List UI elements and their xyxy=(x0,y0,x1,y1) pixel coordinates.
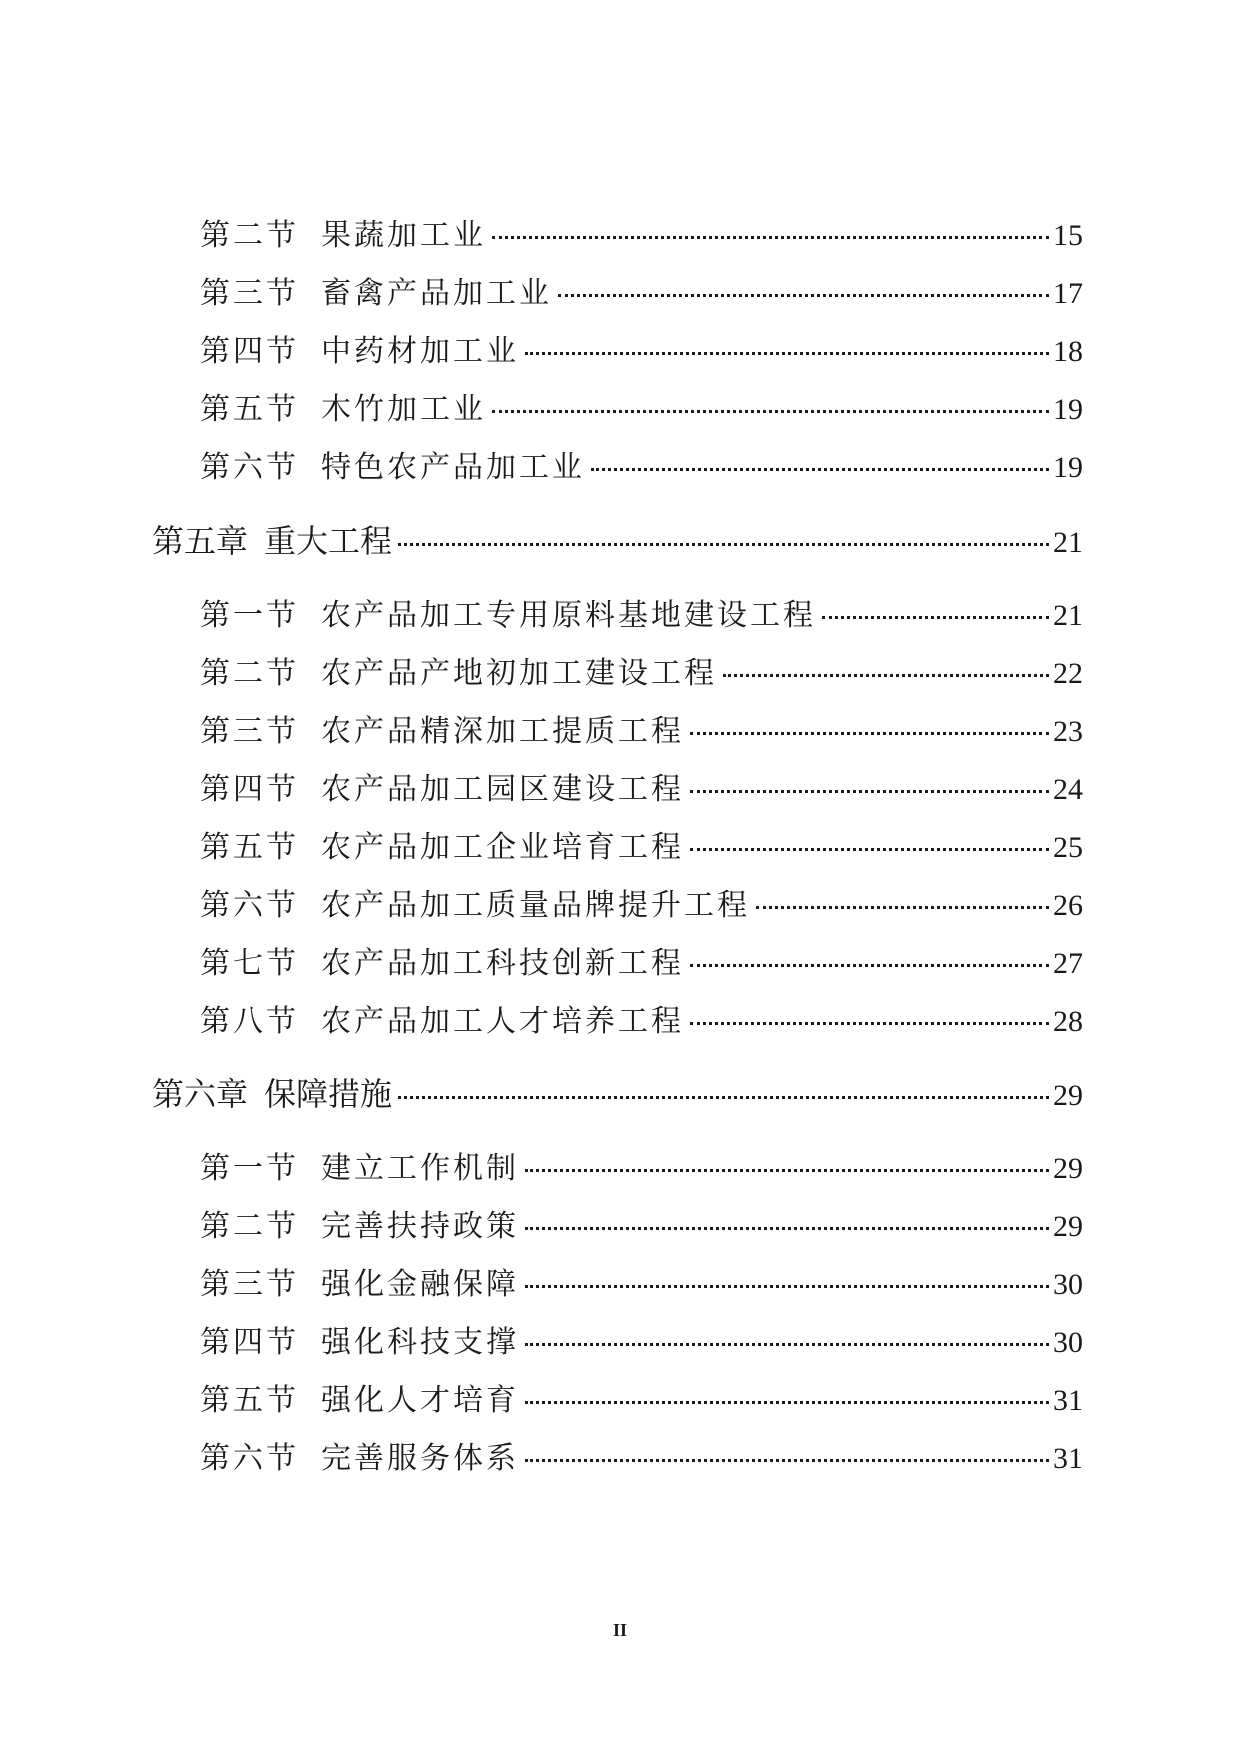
toc-entry[interactable] xyxy=(200,268,1083,312)
toc-chapter-entry[interactable] xyxy=(152,516,1083,562)
entry-number: 第八节 xyxy=(200,1004,299,1039)
entry-title: 建立工作机制 xyxy=(321,1151,519,1186)
entry-page-number: 15 xyxy=(1053,219,1083,252)
entry-number: 第五节 xyxy=(200,830,299,865)
entry-page-number: 25 xyxy=(1053,831,1083,864)
entry-number: 第五节 xyxy=(200,392,299,427)
toc-entry[interactable] xyxy=(200,1375,1083,1419)
entry-title: 农产品加工园区建设工程 xyxy=(321,772,684,807)
dot-leader xyxy=(723,674,1049,677)
entry-page-number: 21 xyxy=(1053,599,1083,632)
entry-page-number: 22 xyxy=(1053,657,1083,690)
toc-entry[interactable] xyxy=(200,326,1083,370)
entry-title: 农产品产地初加工建设工程 xyxy=(321,656,717,691)
entry-title: 畜禽产品加工业 xyxy=(321,276,552,311)
toc-entry[interactable] xyxy=(200,1433,1083,1477)
entry-page-number: 29 xyxy=(1053,1079,1083,1112)
chapter-number: 第五章 xyxy=(152,522,249,560)
toc-entry[interactable] xyxy=(200,1143,1083,1187)
entry-number: 第一节 xyxy=(200,598,299,633)
entry-number: 第四节 xyxy=(200,334,299,369)
entry-page-number: 18 xyxy=(1053,335,1083,368)
dot-leader xyxy=(398,543,1049,546)
chapter-title: 保障措施 xyxy=(264,1075,393,1113)
dot-leader xyxy=(525,1285,1049,1288)
entry-number: 第三节 xyxy=(200,714,299,749)
entry-page-number: 29 xyxy=(1053,1152,1083,1185)
entry-number: 第六节 xyxy=(200,888,299,923)
entry-page-number: 21 xyxy=(1053,526,1083,559)
entry-number: 第五节 xyxy=(200,1383,299,1418)
dot-leader xyxy=(690,732,1049,735)
entry-number: 第三节 xyxy=(200,276,299,311)
chapter-title: 重大工程 xyxy=(264,522,393,560)
entry-title: 强化人才培育 xyxy=(321,1383,519,1418)
entry-number: 第三节 xyxy=(200,1267,299,1302)
entry-number: 第二节 xyxy=(200,656,299,691)
entry-page-number: 30 xyxy=(1053,1268,1083,1301)
toc-entry[interactable] xyxy=(200,996,1083,1040)
dot-leader xyxy=(756,906,1049,909)
entry-page-number: 19 xyxy=(1053,451,1083,484)
dot-leader xyxy=(558,294,1049,297)
entry-title: 农产品加工质量品牌提升工程 xyxy=(321,888,750,923)
dot-leader xyxy=(690,1022,1049,1025)
toc-entry[interactable] xyxy=(200,1317,1083,1361)
dot-leader xyxy=(398,1096,1049,1099)
dot-leader xyxy=(492,410,1049,413)
entry-page-number: 23 xyxy=(1053,715,1083,748)
dot-leader xyxy=(525,1227,1049,1230)
entry-title: 强化科技支撑 xyxy=(321,1325,519,1360)
entry-page-number: 28 xyxy=(1053,1005,1083,1038)
dot-leader xyxy=(591,468,1049,471)
toc-entry[interactable] xyxy=(200,764,1083,808)
entry-page-number: 24 xyxy=(1053,773,1083,806)
toc-entry[interactable] xyxy=(200,880,1083,924)
dot-leader xyxy=(525,1401,1049,1404)
toc-entry[interactable] xyxy=(200,590,1083,634)
dot-leader xyxy=(525,1459,1049,1462)
entry-number: 第二节 xyxy=(200,218,299,253)
entry-page-number: 31 xyxy=(1053,1442,1083,1475)
entry-number: 第二节 xyxy=(200,1209,299,1244)
entry-page-number: 30 xyxy=(1053,1326,1083,1359)
entry-title: 特色农产品加工业 xyxy=(321,450,585,485)
entry-title: 果蔬加工业 xyxy=(321,218,486,253)
toc-entry[interactable] xyxy=(200,938,1083,982)
toc-chapter-entry[interactable] xyxy=(152,1069,1083,1115)
dot-leader xyxy=(690,790,1049,793)
dot-leader xyxy=(525,1169,1049,1172)
entry-title: 完善扶持政策 xyxy=(321,1209,519,1244)
entry-page-number: 17 xyxy=(1053,277,1083,310)
chapter-number: 第六章 xyxy=(152,1075,249,1113)
entry-number: 第六节 xyxy=(200,1441,299,1476)
dot-leader xyxy=(492,236,1049,239)
entry-number: 第四节 xyxy=(200,772,299,807)
toc-entry[interactable] xyxy=(200,384,1083,428)
toc-entry[interactable] xyxy=(200,822,1083,866)
dot-leader xyxy=(822,616,1049,619)
dot-leader xyxy=(525,1343,1049,1346)
entry-number: 第七节 xyxy=(200,946,299,981)
dot-leader xyxy=(690,964,1049,967)
entry-page-number: 19 xyxy=(1053,393,1083,426)
dot-leader xyxy=(690,848,1049,851)
entry-title: 农产品加工人才培养工程 xyxy=(321,1004,684,1039)
toc-entry[interactable] xyxy=(200,706,1083,750)
toc-entry[interactable] xyxy=(200,1259,1083,1303)
toc-entry[interactable] xyxy=(200,1201,1083,1245)
dot-leader xyxy=(525,352,1049,355)
entry-page-number: 31 xyxy=(1053,1384,1083,1417)
entry-title: 农产品加工企业培育工程 xyxy=(321,830,684,865)
entry-title: 中药材加工业 xyxy=(321,334,519,369)
toc-entry[interactable] xyxy=(200,210,1083,254)
toc-entry[interactable] xyxy=(200,648,1083,692)
entry-page-number: 27 xyxy=(1053,947,1083,980)
toc-entry[interactable] xyxy=(200,442,1083,486)
entry-title: 强化金融保障 xyxy=(321,1267,519,1302)
entry-title: 农产品加工专用原料基地建设工程 xyxy=(321,598,816,633)
entry-title: 木竹加工业 xyxy=(321,392,486,427)
entry-title: 农产品精深加工提质工程 xyxy=(321,714,684,749)
entry-number: 第一节 xyxy=(200,1151,299,1186)
entry-page-number: 26 xyxy=(1053,889,1083,922)
entry-page-number: 29 xyxy=(1053,1210,1083,1243)
entry-title: 完善服务体系 xyxy=(321,1441,519,1476)
page-footer-number: II xyxy=(612,1620,627,1640)
entry-number: 第六节 xyxy=(200,450,299,485)
entry-title: 农产品加工科技创新工程 xyxy=(321,946,684,981)
entry-number: 第四节 xyxy=(200,1325,299,1360)
